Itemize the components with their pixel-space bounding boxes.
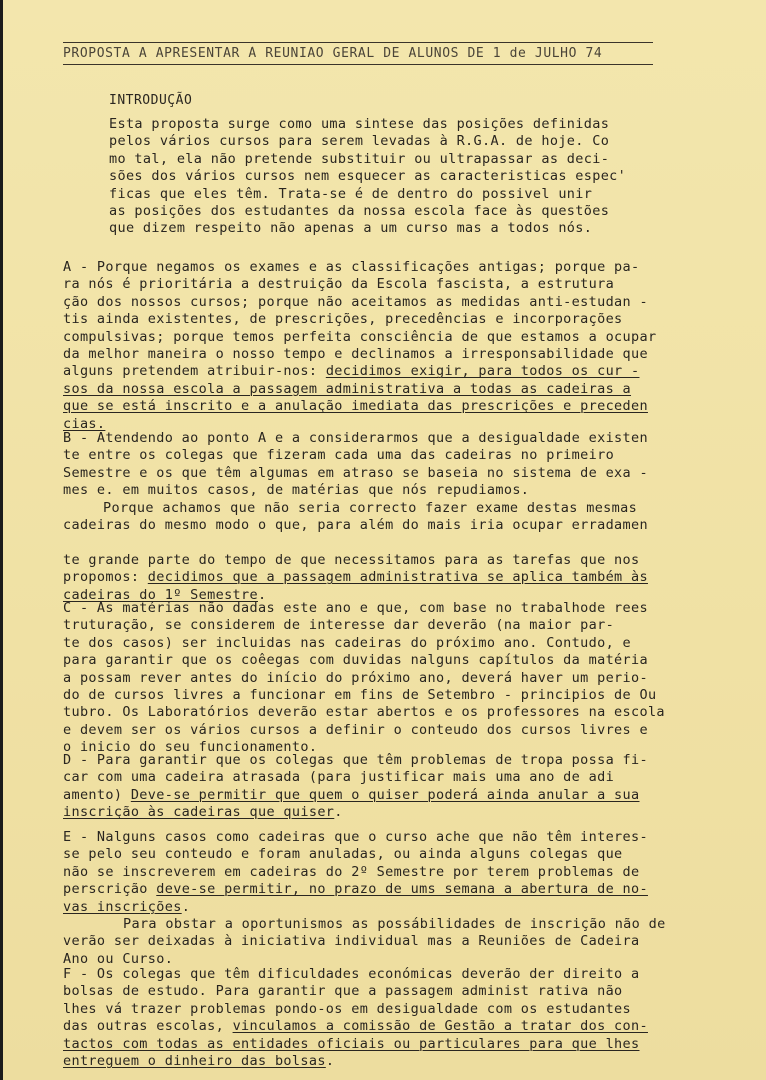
section-b-line: B - Atendendo ao ponto A e a considerarmos que a desigualdade existen <box>63 430 648 446</box>
intro-line: ficas que eles têm. Trata-se é de dentro do possivel unir <box>109 185 593 202</box>
intro-line: mo tal, ela não pretende substituir ou ultrapassar as deci- <box>109 150 610 167</box>
section-d-line <box>63 804 703 821</box>
section-e-text: perscrição <box>63 881 157 898</box>
intro-line: sões dos vários cursos nem esquecer as caracteristicas espec' <box>109 168 627 185</box>
section-e-line: Para obstar a oportunismos as possábilidades de inscrição não de <box>123 915 666 932</box>
section-a-decision-line: sos da nossa escola a passagem administrativa a todas as cadeiras a <box>63 380 632 397</box>
section-d-line: D - Para garantir que os colegas que têm problemas de tropa possa fi- <box>63 752 648 768</box>
section-d-decision: inscrição às cadeiras que quiser <box>63 804 335 821</box>
section-f-line <box>63 1018 703 1035</box>
section-e-line <box>63 899 703 916</box>
intro-paragraph <box>109 116 669 238</box>
section-e-line <box>63 881 703 898</box>
section-c-line: o inicio do seu funcionamento. <box>63 739 318 756</box>
section-d-text: amento) <box>63 786 131 803</box>
section-c <box>63 600 703 757</box>
section-b-line <box>63 569 703 586</box>
document-header: PROPOSTA A APRESENTAR À REUNIÃO GERAL DE ALUNOS DE 1 de JULHO 74 <box>63 46 603 61</box>
intro-line: Esta proposta surge como uma sintese das posições definidas <box>109 116 610 132</box>
section-c-line: a possam rever antes do início do próximo ano, deverá haver um perio- <box>63 669 648 686</box>
section-b-line: te entre os colegas que fizeram cada uma das cadeiras no primeiro <box>63 447 615 464</box>
section-f-line: F - Os colegas que têm dificuldades económicas deverão der direito a <box>63 966 640 982</box>
section-c-line: para garantir que os coêegas com duvidas nalguns capítulos da matéria <box>63 652 648 669</box>
intro-title: INTRODUÇÃO <box>109 93 193 108</box>
section-a-line: ra nós é prioritária a destruição da Escola fascista, a estrutura <box>63 276 615 293</box>
section-d-period: . <box>334 804 343 821</box>
section-b-line: Semestre e os que têm algumas em atraso se baseia no sistema de exa - <box>63 464 648 481</box>
section-e-line: verão ser deixadas à iniciativa individual mas a Reuniões de Cadeira <box>63 933 640 950</box>
section-a-decision: decidimos exigir, para todos os cur - <box>325 363 640 380</box>
section-a-line: tis ainda existentes, de prescrições, precedências e incorporações <box>63 311 623 328</box>
section-a-decision-line: que se está inscrito e a anulação imediata das prescrições e preceden <box>63 398 648 415</box>
section-a <box>63 259 703 433</box>
section-e-line: Ano ou Curso. <box>63 950 174 967</box>
section-d-line: car com uma cadeira atrasada (para justificar mais uma ano de adi <box>63 769 615 786</box>
section-f-line <box>63 1053 703 1070</box>
section-b-decision: decidimos que a passagem administrativa se aplica também às <box>147 569 648 586</box>
section-c-line: e devem ser os vários cursos a definir o conteudo dos cursos livres e <box>63 721 648 738</box>
section-b-line: cadeiras do mesmo modo o que, para além do mais iria ocupar erradamen <box>63 516 648 533</box>
section-b-text: propomos: <box>63 569 148 586</box>
intro-line: que dizem respeito não apenas a um curso mas a todos nós. <box>109 220 593 237</box>
section-c-line: truturação, se considerem de interesse dar deverão (na maior par- <box>63 617 615 634</box>
section-c-line: tubro. Os Laboratórios deverão estar abertos e os professores na escola <box>63 704 665 721</box>
section-a-line <box>63 363 703 380</box>
intro-line: pelos vários cursos para serem levadas à R.G.A. de hoje. Co <box>109 133 610 150</box>
section-f-period: . <box>325 1052 335 1069</box>
section-d <box>63 752 703 822</box>
section-f-decision-line: tactos com todas as entidades oficiais ou particulares para que lhes <box>63 1035 640 1052</box>
section-a-line: da melhor maneira o nosso tempo e declinamos a irresponsabilidade que <box>63 345 648 362</box>
section-e-line: E - Nalguns casos como cadeiras que o curso ache que não têm interes- <box>63 829 648 845</box>
section-e <box>63 829 703 968</box>
header-rule-bottom <box>63 64 653 65</box>
section-b <box>63 430 703 604</box>
section-a-line: ção dos nossos cursos; porque não aceitamos as medidas anti-estudan - <box>63 293 648 310</box>
section-c-line: do de cursos livres a funcionar em fins de Setembro - principios de Ou <box>63 686 657 703</box>
section-a-line: A - Porque negamos os exames e as classificações antigas; porque pa- <box>63 259 640 275</box>
section-b-period: . <box>258 586 267 603</box>
header-rule-top <box>63 42 653 43</box>
section-c-line: te dos casos) ser incluidas nas cadeiras do próximo ano. Contudo, e <box>63 634 632 651</box>
section-a-decision-line: cias. <box>63 415 106 432</box>
intro-line: as posições dos estudantes da nossa escola face às questões <box>109 202 610 219</box>
section-c-line: C - As matérias não dadas este ano e que, com base no trabalhode rees <box>63 600 648 616</box>
section-a-text: alguns pretendem atribuir-nos: <box>63 363 326 380</box>
section-e-line: se pelo seu conteudo e foram anuladas, ou ainda alguns colegas que <box>63 846 623 863</box>
section-b-line: Porque achamos que não seria correcto fazer exame destas mesmas <box>103 499 638 516</box>
section-b-line: te grande parte do tempo de que necessitamos para as tarefas que nos <box>63 551 640 568</box>
section-e-decision: deve-se permitir, no prazo de ums semana a abertura de no- <box>156 881 648 898</box>
section-f-decision: vinculamos a comissão de Gestão a tratar dos con- <box>232 1018 648 1035</box>
section-a-line: compulsivas; porque temos perfeita consciência de que estamos a ocupar <box>63 328 657 345</box>
section-e-decision: vas inscrições <box>63 898 182 915</box>
section-f-line: lhes vá trazer problemas pondo-os em desigualdade com os estudantes <box>63 1000 632 1017</box>
section-f-decision: entreguem o dinheiro das bolsas <box>63 1052 326 1069</box>
section-f-line: bolsas de estudo. Para garantir que a passagem administ rativa não <box>63 983 623 1000</box>
section-d-decision: Deve-se permitir que quem o quiser poderá ainda anular a sua <box>130 786 640 803</box>
section-f-text: das outras escolas, <box>63 1018 233 1035</box>
section-d-line <box>63 787 703 804</box>
section-e-period: . <box>181 898 191 915</box>
section-e-line: não se inscreverem em cadeiras do 2º Semestre por terem problemas de <box>63 863 640 880</box>
section-b-line: mes e. em muitos casos, de matérias que nós repudiamos. <box>63 482 530 499</box>
section-b-gap <box>63 534 703 551</box>
section-f <box>63 966 703 1070</box>
section-b-decision: cadeiras do 1º Semestre <box>63 586 258 603</box>
